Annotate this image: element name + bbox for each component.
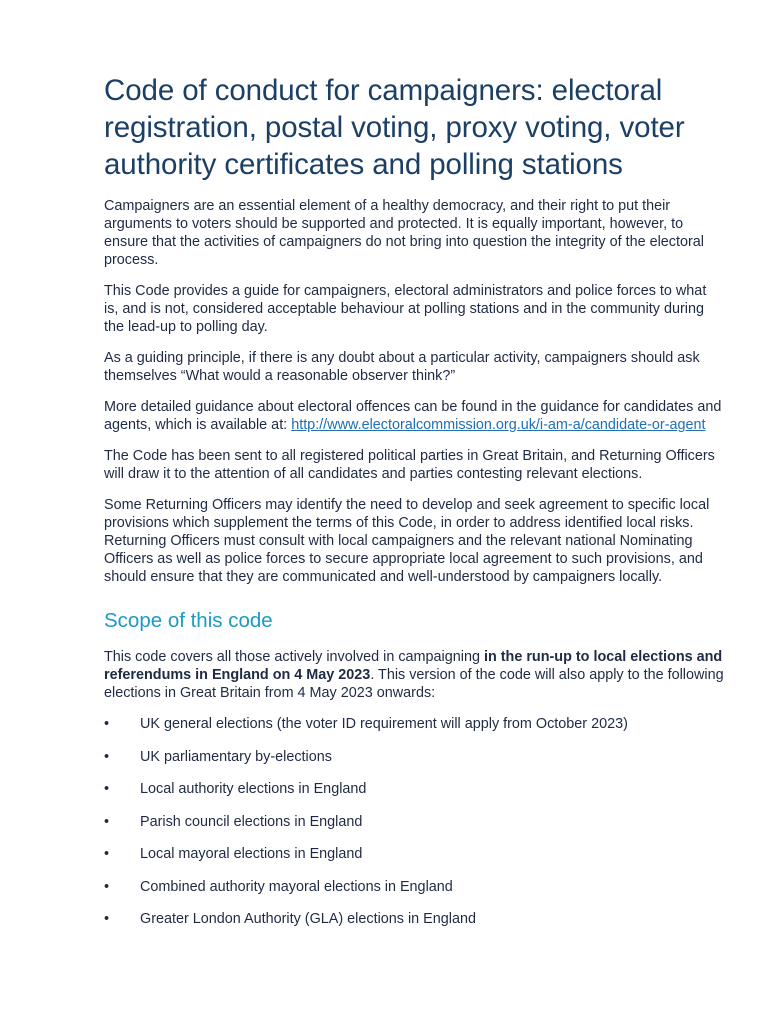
guidance-link[interactable]: http://www.electoralcommission.org.uk/i-am-a/candidate-or-agent (291, 417, 706, 433)
list-item-text: Parish council elections in England (140, 813, 363, 830)
scope-intro-after: . This version of the code will also apply to the following elections in Great Britain from 4 May 2023 onwards: (104, 667, 724, 701)
list-item-text: UK parliamentary by-elections (140, 748, 332, 765)
bullet-icon: • (104, 781, 110, 797)
bullet-icon: • (104, 878, 110, 895)
paragraph-campaigners: Campaigners are an essential element of a healthy democracy, and their right to put their arguments to voters should be supported and protected. It is equally important, however, to ensure that the activities of campaigners do not bring into question the integrity of the electoral process. (104, 198, 704, 268)
scope-intro-before: This code covers all those actively involved in campaigning (104, 649, 484, 665)
list-item-text: Local mayoral elections in England (140, 846, 363, 862)
list-item (104, 715, 724, 733)
paragraph-code-guide: This Code provides a guide for campaigners, electoral administrators and police forces to what is, and is not, considered acceptable behaviour at polling stations and in the community during the lead-up to polling day. (104, 283, 707, 335)
list-item-text: Greater London Authority (GLA) elections in England (140, 911, 476, 927)
scope-intro (104, 648, 724, 702)
paragraph-guidance (104, 398, 724, 434)
bullet-icon: • (104, 813, 110, 830)
bullet-icon: • (104, 846, 110, 862)
list-item (104, 813, 724, 831)
list-item (104, 878, 724, 896)
scope-intro-bold: in the run-up to local elections and referendums in England on 4 May 2023 (104, 649, 723, 683)
bullet-icon: • (104, 911, 110, 927)
guidance-text: More detailed guidance about electoral offences can be found in the guidance for candidates and agents, which is available at: (104, 399, 722, 433)
paragraph-guiding-principle: As a guiding principle, if there is any doubt about a particular activity, campaigners should ask themselves “What would a reasonable observer think?” (104, 350, 700, 384)
scope-heading: Scope of this code (104, 609, 273, 632)
bullet-icon: • (104, 748, 110, 765)
list-item-text: Combined authority mayoral elections in England (140, 878, 453, 895)
document-title: Code of conduct for campaigners: electoral registration, postal voting, proxy voting, voter authority certificates and polling stations (104, 74, 685, 181)
elections-list (104, 715, 724, 928)
list-item (104, 910, 724, 928)
list-item (104, 845, 724, 863)
bullet-icon: • (104, 716, 110, 732)
list-item-text: UK general elections (the voter ID requirement will apply from October 2023) (140, 716, 628, 732)
list-item-text: Local authority elections in England (140, 781, 367, 797)
list-item (104, 780, 724, 798)
document-page (104, 72, 724, 943)
list-item (104, 748, 724, 766)
paragraph-code-sent: The Code has been sent to all registered political parties in Great Britain, and Returning Officers will draw it to the attention of all candidates and parties contesting relevant elections. (104, 448, 715, 482)
paragraph-local-provisions: Some Returning Officers may identify the need to develop and seek agreement to specific local provisions which supplement the terms of this Code, in order to address identified local risks. Returning Officers must consult with local campaigners and the relevant national Nominating Officers as well as police forces to secure appropriate local agreement to such provisions, and should ensure that they are communicated and well-understood by campaigners locally. (104, 497, 710, 585)
